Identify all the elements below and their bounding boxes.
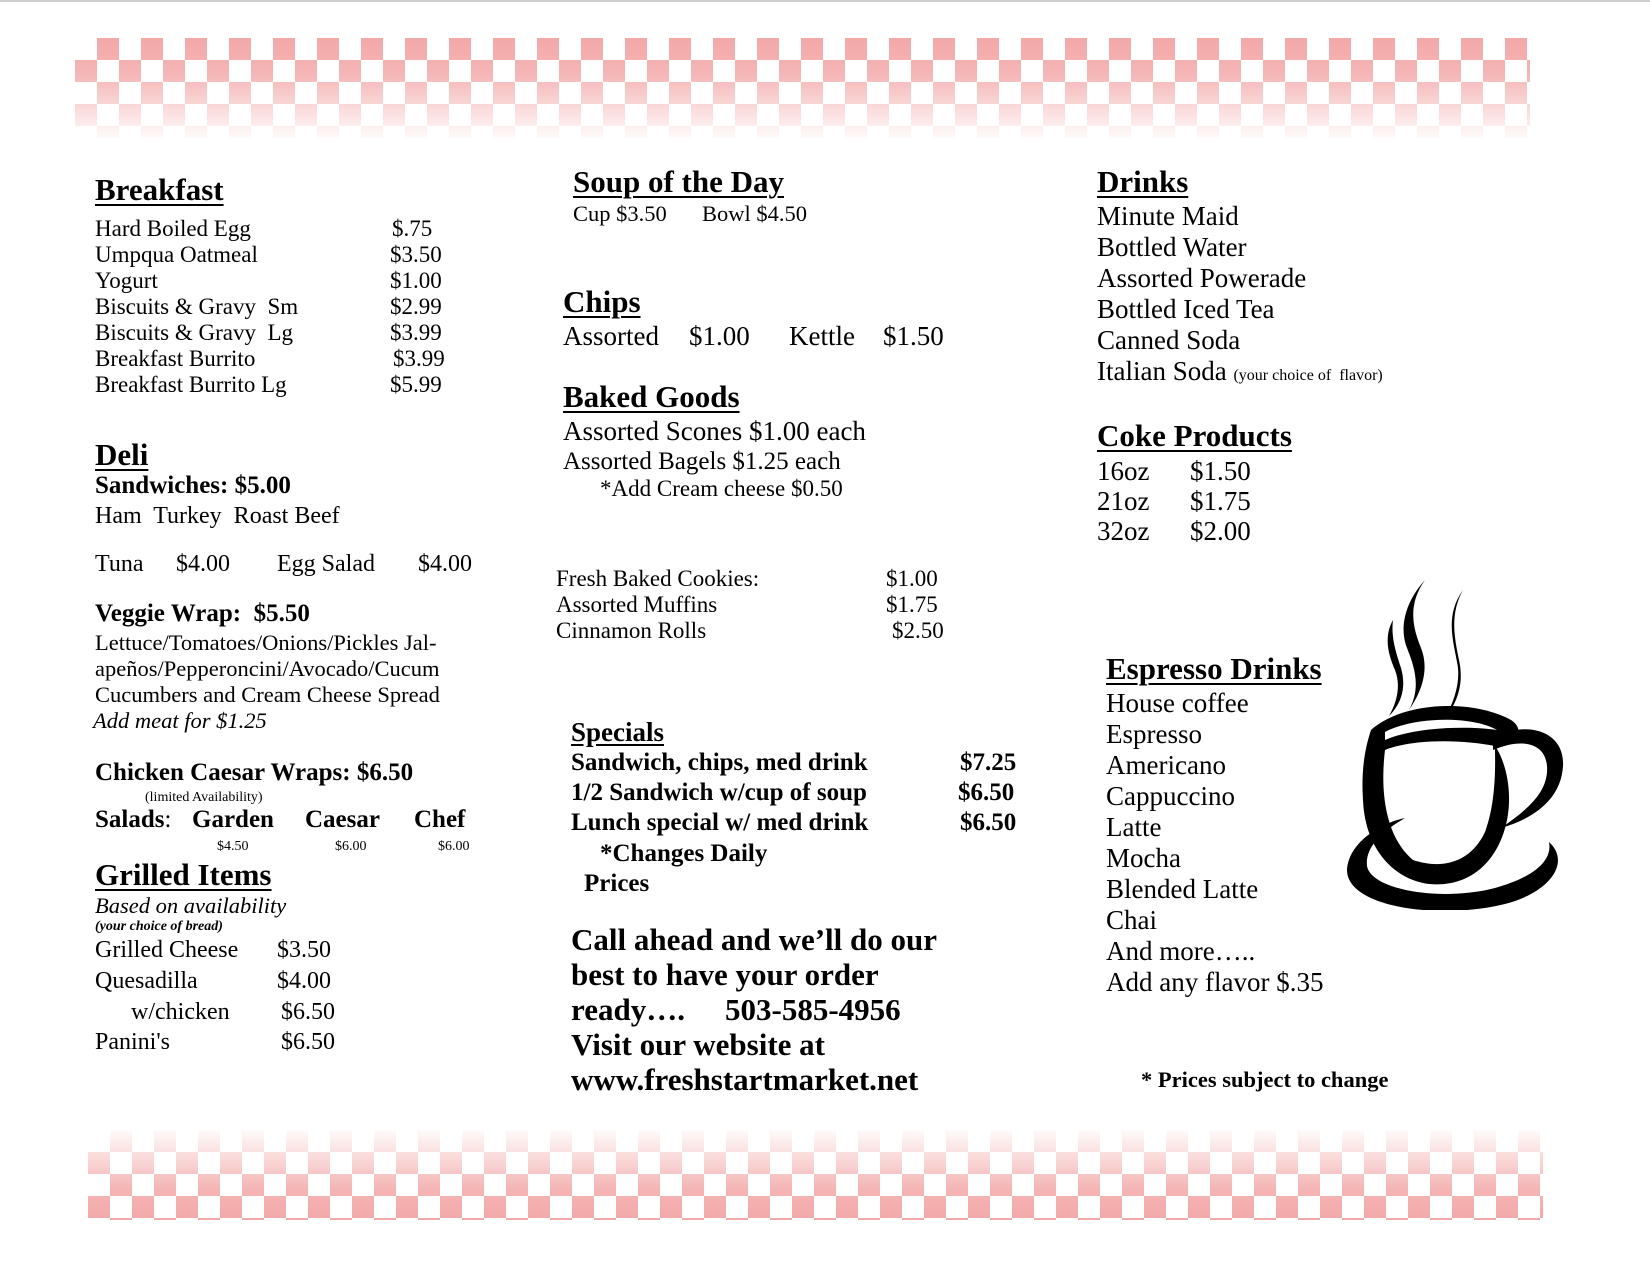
veggie-desc-3: Cucumbers and Cream Cheese Spread — [95, 682, 440, 707]
top-border — [0, 0, 1650, 2]
coffee-cup-icon — [1345, 570, 1570, 910]
add-meat-note: Add meat for $1.25 — [93, 708, 267, 733]
breakfast-heading: Breakfast — [95, 172, 224, 207]
espresso-item: And more….. — [1106, 936, 1256, 966]
coke-size: 21oz — [1097, 486, 1150, 516]
espresso-item: Americano — [1106, 750, 1226, 780]
tuna-price: $4.00 — [176, 551, 230, 577]
salad-caesar: Caesar — [305, 806, 380, 833]
item-name: Hard Boiled Egg — [95, 216, 251, 241]
deli-heading: Deli — [95, 437, 149, 472]
call-ahead-2: best to have your order — [571, 957, 879, 992]
baked-item-name: Assorted Muffins — [556, 592, 718, 617]
salad-chef-price: $6.00 — [438, 839, 470, 854]
chips-kettle-price: $1.50 — [883, 321, 944, 351]
item-price: $3.50 — [390, 242, 442, 267]
item-price: $.75 — [392, 216, 433, 241]
call-ahead-1: Call ahead and we’ll do our — [571, 922, 938, 957]
sandwiches-line — [95, 472, 291, 500]
cream-cheese-note: *Add Cream cheese $0.50 — [600, 476, 843, 501]
list-item — [95, 320, 442, 346]
item-name: Biscuits & Gravy Lg — [95, 320, 294, 345]
salads-label — [95, 806, 171, 834]
chips-heading: Chips — [563, 284, 641, 319]
soup-heading: Soup of the Day — [573, 164, 785, 199]
list-item — [95, 294, 442, 320]
baked-item-name: Cinnamon Rolls — [556, 618, 707, 643]
coke-size: 16oz — [1097, 456, 1150, 486]
coke-size: 32oz — [1097, 516, 1150, 546]
coke-price: $1.50 — [1190, 456, 1251, 486]
espresso-item: Blended Latte — [1106, 874, 1259, 904]
list-item — [95, 268, 442, 294]
grilled-item-name: w/chicken — [131, 999, 230, 1025]
special-item-name: 1/2 Sandwich w/cup of soup — [571, 779, 867, 806]
grilled-item-price: $3.50 — [277, 937, 331, 963]
coke-price: $1.75 — [1190, 486, 1251, 516]
tuna-line — [95, 551, 143, 578]
salad-garden-price: $4.50 — [217, 839, 249, 854]
grilled-item-price: $6.50 — [281, 999, 335, 1025]
specials-changes: *Changes Daily — [600, 840, 768, 867]
list-item — [95, 216, 433, 242]
grilled-item-price: $4.00 — [277, 968, 331, 994]
grilled-item-price: $6.50 — [281, 1029, 335, 1055]
grilled-item-name: Quesadilla — [95, 968, 198, 994]
grilled-item-name: Panini's — [95, 1029, 170, 1055]
espresso-item: Chai — [1106, 905, 1157, 935]
baked-scones: Assorted Scones $1.00 each — [563, 416, 866, 446]
baked-item-price: $1.75 — [886, 592, 938, 617]
sandwich-types: Ham Turkey Roast Beef — [95, 503, 340, 529]
drink-item: Minute Maid — [1097, 201, 1239, 231]
salad-chef: Chef — [414, 806, 466, 833]
bread-note: (your choice of bread) — [95, 919, 223, 934]
grilled-item-name: Grilled Cheese — [95, 937, 239, 963]
sandwiches-price: $5.00 — [234, 472, 291, 499]
veggie-desc-1: Lettuce/Tomatoes/Onions/Pickles Jal- — [95, 630, 437, 655]
chips-kettle: Kettle — [789, 321, 855, 351]
soup-bowl: Bowl $4.50 — [702, 201, 808, 226]
list-item — [95, 242, 442, 268]
special-item-name: Lunch special w/ med drink — [571, 809, 869, 836]
espresso-item: House coffee — [1106, 688, 1249, 718]
special-item-price: $6.50 — [958, 779, 1015, 806]
limited-availability: (limited Availability) — [145, 790, 263, 805]
call-ahead-4: Visit our website at — [571, 1027, 826, 1062]
sandwiches-label: Sandwiches: — [95, 472, 229, 499]
veggie-wrap-label: Veggie Wrap — [95, 600, 233, 627]
list-item — [95, 346, 445, 372]
special-item-price: $6.50 — [960, 809, 1017, 836]
grilled-availability: Based on availability — [95, 893, 287, 918]
egg-salad-label: Egg Salad — [277, 551, 375, 577]
italian-soda-label: Italian Soda — [1097, 356, 1227, 386]
salad-garden: Garden — [192, 806, 274, 833]
espresso-item: Cappuccino — [1106, 781, 1235, 811]
item-price: $2.99 — [390, 294, 442, 319]
salad-caesar-price: $6.00 — [335, 839, 367, 854]
espresso-item: Espresso — [1106, 719, 1202, 749]
baked-item-price: $1.00 — [886, 566, 938, 591]
drinks-heading: Drinks — [1097, 164, 1189, 199]
phone-number[interactable]: 503-585-4956 — [725, 992, 901, 1027]
item-name: Umpqua Oatmeal — [95, 242, 258, 267]
specials-heading: Specials — [571, 717, 665, 747]
veggie-desc-2: apeños/Pepperoncini/Avocado/Cucum — [95, 656, 440, 681]
veggie-wrap-line — [95, 600, 310, 628]
prices-subject-note: * Prices subject to change — [1141, 1067, 1389, 1092]
drink-item: Bottled Iced Tea — [1097, 294, 1275, 324]
italian-soda-note: (your choice of flavor) — [1233, 367, 1383, 384]
baked-item-price: $2.50 — [892, 618, 944, 643]
tuna-label: Tuna — [95, 551, 144, 577]
baked-heading: Baked Goods — [563, 379, 740, 414]
caesar-wraps-line — [95, 759, 413, 787]
salads-colon: : — [164, 806, 172, 833]
website-link[interactable]: www.freshstartmarket.net — [571, 1062, 919, 1097]
chips-assorted-price: $1.00 — [689, 321, 750, 351]
caesar-wraps-label: Chicken Caesar Wraps — [95, 759, 343, 786]
specials-prices: Prices — [584, 870, 650, 897]
list-item — [95, 372, 442, 398]
salads-word: Salads — [95, 806, 165, 833]
soup-cup: Cup $3.50 — [573, 201, 667, 226]
espresso-item: Mocha — [1106, 843, 1181, 873]
item-name: Breakfast Burrito Lg — [95, 372, 287, 397]
drink-item-italian — [1097, 356, 1383, 387]
baked-bagels: Assorted Bagels $1.25 each — [563, 448, 841, 475]
baked-item-name: Fresh Baked Cookies: — [556, 566, 760, 591]
espresso-item: Add any flavor $.35 — [1106, 967, 1324, 997]
coke-heading: Coke Products — [1097, 418, 1292, 453]
coke-price: $2.00 — [1190, 516, 1251, 546]
item-price: $1.00 — [390, 268, 442, 293]
item-price: $3.99 — [393, 346, 445, 371]
item-name: Biscuits & Gravy Sm — [95, 294, 299, 319]
grilled-heading: Grilled Items — [95, 857, 272, 892]
drink-item: Assorted Powerade — [1097, 263, 1307, 293]
special-item-price: $7.25 — [960, 749, 1017, 776]
veggie-wrap-price: : $5.50 — [232, 600, 310, 627]
caesar-wraps-price: : $6.50 — [342, 759, 414, 786]
call-ahead-3: ready…. — [571, 992, 685, 1027]
chips-assorted: Assorted — [563, 321, 659, 351]
drink-item: Bottled Water — [1097, 232, 1247, 262]
egg-salad-price: $4.00 — [418, 551, 472, 577]
checkered-border-bottom — [88, 1130, 1543, 1220]
special-item-name: Sandwich, chips, med drink — [571, 749, 868, 776]
espresso-heading: Espresso Drinks — [1106, 651, 1322, 686]
checkered-border-top — [75, 38, 1530, 138]
item-name: Breakfast Burrito — [95, 346, 256, 371]
espresso-item: Latte — [1106, 812, 1162, 842]
item-price: $3.99 — [390, 320, 442, 345]
item-name: Yogurt — [95, 268, 158, 293]
item-price: $5.99 — [390, 372, 442, 397]
drink-item: Canned Soda — [1097, 325, 1241, 355]
